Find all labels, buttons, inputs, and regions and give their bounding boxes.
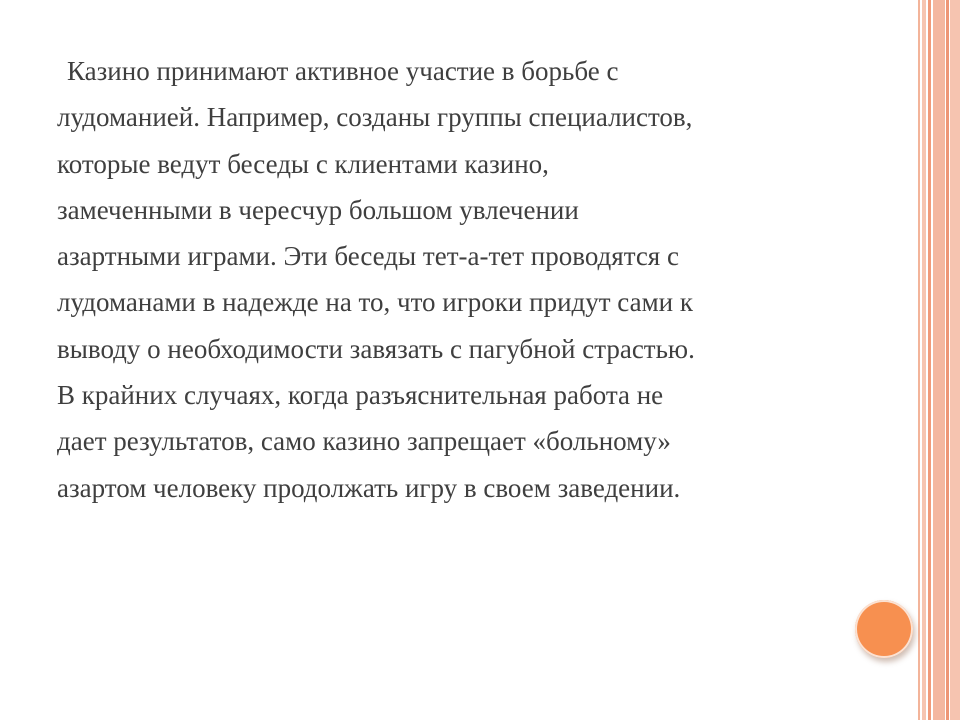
orange-circle-decoration [855, 600, 913, 658]
text-line: замеченными в чересчур большом увлечении [57, 194, 579, 225]
text-line: которые ведут беседы с клиентами казино, [57, 148, 549, 179]
decorative-stripe [918, 0, 920, 720]
slide-body-text [57, 48, 877, 511]
text-line: Казино принимают активное участие в борьбе с [67, 56, 619, 86]
text-line: азартными играми. Эти беседы тет-а-тет проводятся с [57, 241, 679, 272]
decorative-stripe [933, 0, 945, 720]
decorative-stripe [928, 0, 931, 720]
text-line: лудоманией. Например, созданы группы специалистов, [57, 102, 693, 133]
decorative-stripe [946, 0, 949, 720]
decorative-stripe [922, 0, 926, 720]
text-line: выводу о необходимости завязать с пагубной страстью. [57, 333, 695, 364]
decorative-stripe [950, 0, 960, 720]
text-line: В крайних случаях, когда разъяснительная работа не [57, 380, 664, 411]
text-line: азартом человеку продолжать игру в своем заведении. [57, 472, 681, 503]
text-line: лудоманами в надежде на то, что игроки придут сами к [57, 287, 694, 318]
text-line: дает результатов, само казино запрещает «больному» [57, 426, 671, 457]
